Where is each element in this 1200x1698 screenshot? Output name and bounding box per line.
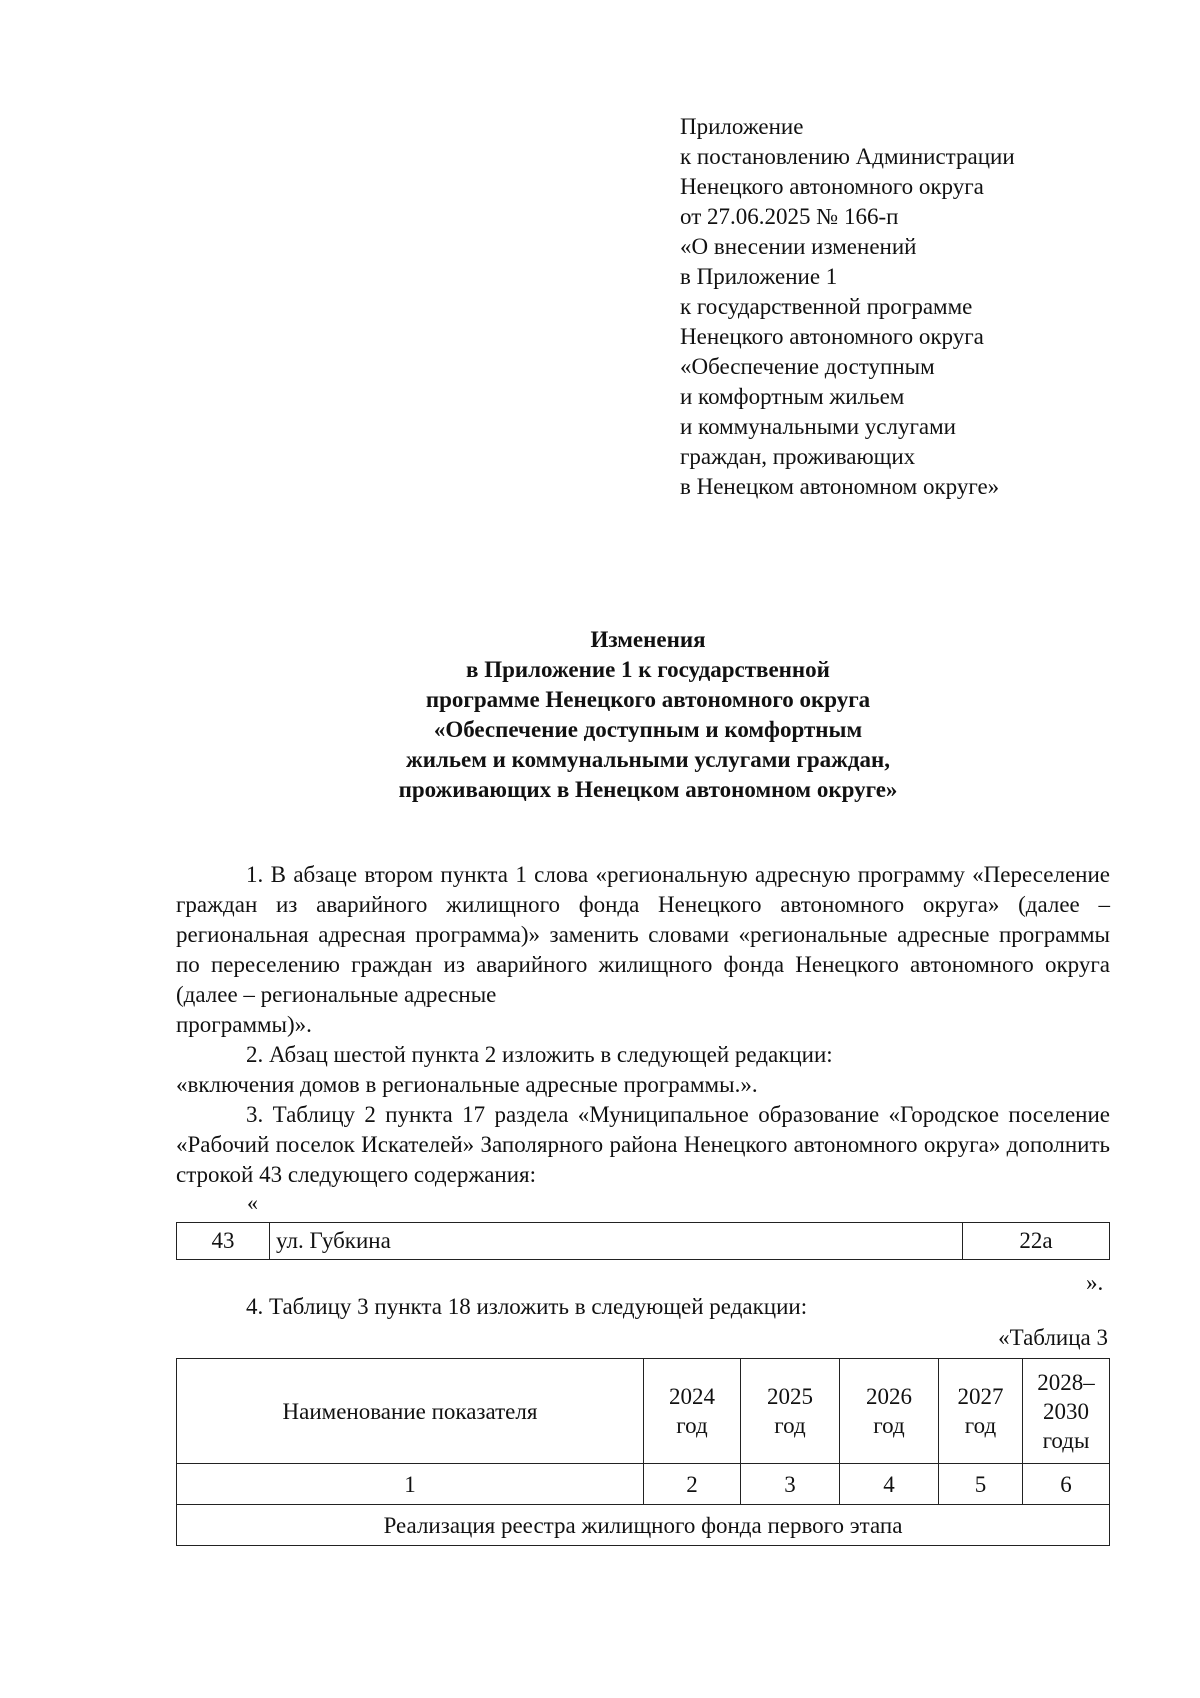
street-cell: ул. Губкина [270,1223,963,1260]
appendix-line: от 27.06.2025 № 166-п [680,204,899,229]
appendix-line: «О внесении изменений [680,234,917,259]
table-3-label: «Таблица 3 [998,1325,1108,1350]
title-line: программе Ненецкого автономного округа [425,687,871,712]
header-year-value: 2030 [1043,1398,1089,1424]
quote-open-mark: « [247,1190,258,1215]
house-number-cell: 22а [963,1223,1110,1260]
column-number: 1 [177,1464,644,1505]
appendix-line: в Приложение 1 [680,264,838,289]
column-number: 4 [840,1464,939,1505]
document-title [178,625,1118,805]
table-header-row [177,1359,1110,1464]
column-number: 5 [939,1464,1023,1505]
header-year-2026 [840,1359,939,1464]
paragraph-2-line-2: «включения домов в региональные адресные программы.». [176,1072,758,1097]
header-year-2024 [644,1359,741,1464]
appendix-line: граждан, проживающих [680,444,916,469]
appendix-block [680,112,1140,502]
header-year-value: 2026 [866,1384,912,1409]
header-year-unit: год [676,1413,708,1438]
paragraph-1 [176,860,1110,1040]
quote-close-mark: ». [1086,1270,1104,1295]
paragraph-4: 4. Таблицу 3 пункта 18 изложить в следующей редакции: [246,1294,808,1319]
header-year-unit: год [964,1413,997,1438]
paragraph-1-last-line: программы)». [176,1012,312,1037]
header-year-2025 [741,1359,840,1464]
title-line: проживающих в Ненецком автономном округе» [398,777,898,802]
header-year-2027 [939,1359,1023,1464]
table-column-numbers-row [177,1464,1110,1505]
appendix-line: Ненецкого автономного округа [680,174,984,199]
appendix-line: и комфортным жильем [680,384,905,409]
column-number: 2 [644,1464,741,1505]
paragraph-3: 3. Таблицу 2 пункта 17 раздела «Муниципальное образование «Городское поселение «Рабочий поселок Искателей» Заполярного района Ненецкого автономного округа» дополнить строкой 43 следующего содержания: [176,1102,1110,1187]
header-year-value: 2024 [669,1384,715,1409]
table-row [177,1223,1110,1260]
appendix-line: Приложение [680,114,804,139]
row-number-cell: 43 [177,1223,270,1260]
header-year-value: 2027 [957,1384,1004,1409]
title-line: «Обеспечение доступным и комфортным [433,717,863,742]
column-number: 3 [741,1464,840,1505]
table-3 [176,1358,1110,1546]
section-title: Реализация реестра жилищного фонда первого этапа [177,1505,1110,1546]
appendix-line: к постановлению Администрации [680,144,1015,169]
appendix-line: и коммунальными услугами [680,414,956,439]
table-2-row-addition [176,1222,1110,1260]
appendix-line: к государственной программе [680,294,973,319]
header-year-unit: годы [1042,1427,1090,1453]
appendix-line: Ненецкого автономного округа [680,324,984,349]
header-indicator-name: Наименование показателя [177,1359,644,1464]
appendix-line: «Обеспечение доступным [680,354,935,379]
table-section-row [177,1505,1110,1546]
appendix-line: в Ненецком автономном округе» [680,474,1000,499]
header-year-2028-2030 [1023,1359,1110,1464]
paragraph-1-text: 1. В абзаце втором пункта 1 слова «региональную адресную программу «Переселение граждан из аварийного жилищного фонда Ненецкого автономного округа» (далее – региональная адресная программа)» заменить словами «региональные адресные программы по переселению граждан из аварийного жилищного фонда Ненецкого автономного округа (далее – региональные адресные [176,862,1110,1007]
title-line: в Приложение 1 к государственной [466,657,830,682]
header-year-value: 2028– [1037,1369,1095,1395]
header-year-unit: год [774,1413,806,1438]
title-line: Изменения [590,627,706,652]
column-number: 6 [1023,1464,1110,1505]
title-line: жильем и коммунальными услугами граждан, [406,747,890,772]
header-year-value: 2025 [767,1384,813,1409]
paragraph-2 [176,1040,1110,1100]
header-year-unit: год [873,1413,905,1438]
paragraph-2-line-1: 2. Абзац шестой пункта 2 изложить в следующей редакции: [246,1042,833,1067]
